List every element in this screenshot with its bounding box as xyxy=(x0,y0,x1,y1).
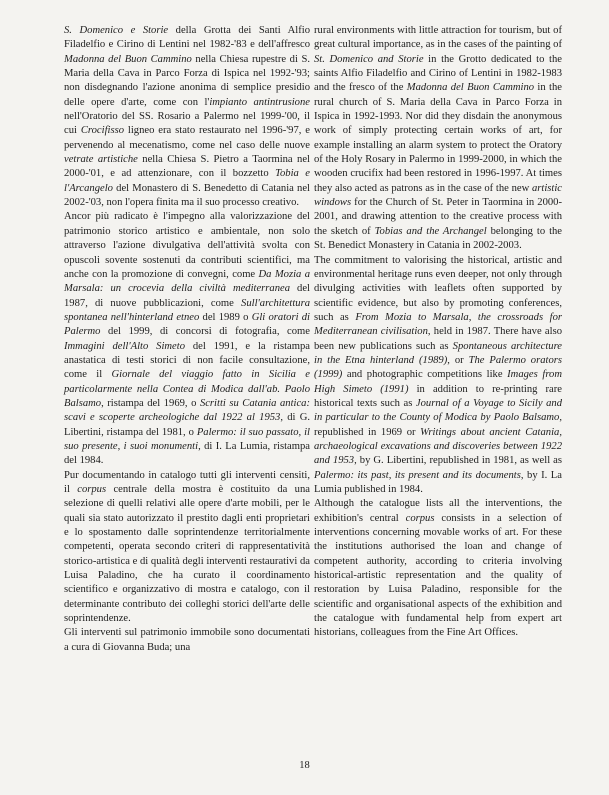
paragraph: Ancor più radicato è l'impegno alla valorizzazione del patrimonio storico artistico e ambientale, non solo attraverso l'azione divulgativa dell'attività svolta con opuscoli sovente sostenuti da contributi scientifici, ma anche con la promozione di convegni, come Da Mozia a Marsala: un crocevia della civiltà mediterranea del 1987, di nuove pubblicazioni, come Sull'architettura spontanea nell'hinterland etneo del 1989 o Gli oratori di Palermo del 1999, di concorsi di fotografia, come Immagini dell'Alto Simeto del 1991, e la ristampa anastatica di testi storici di non facile consultazione, come il Giornale del viaggio fatto in Sicilia e particolarmente nella Contea di Modica dall'ab. Paolo Balsamo, ristampa del 1969, o Scritti su Catania antica: scavi e scoperte archeologiche dal 1922 al 1953, di G. Libertini, ristampa del 1981, o Palermo: il suo passato, il suo presente, i suoi monumenti, di I. La Lumia, ristampa del 1984. xyxy=(64,211,311,467)
paragraph: Pur documentando in catalogo tutti gli interventi censiti, il corpus centrale della mostra è costituito da una selezione di quelli relativi alle opere d'arte mobili, per le quali sia stato autorizzato il prestito dagli enti proprietari e lo spostamento dalle soprintendenze territorialmente competenti, operata secondo criteri di rappresentatività storico-artistica e di qualità degli interventi restaurativi da Luisa Paladino, che ha curato il coordinamento scientifico e organizzativo di mostra e catalogo, con il determinante contributo dei colleghi storici dell'arte delle soprintendenze. xyxy=(64,469,310,625)
paragraph: The commitment to valorising the historical, artistic and environmental heritage runs even deeper, not only through divulging activities with leaflets often supported by scientific evidence, but also by promoting conferences, such as From Mozia to Marsala, the crossroads for Mediterranean civilisation, held in 1987. There have also been new publications such as Spontaneous architecture in the Etna hinterland (1989), or The Palermo orators (1999) and photographic competitions like Images from High Simeto (1991) in addition to re-printing rare historical texts such as Journal of a Voyage to Sicily and in particular to the County of Modica by Paolo Balsamo, republished in 1969 or Writings about ancient Catania, archaeological excavations and discoveries between 1922 and 1953, by G. Libertini, republished in 1981, as well as Palermo: its past, its present and its documents, by I. La Lumia published in 1984. xyxy=(314,254,563,495)
paragraph: rural environments with little attraction for tourism, but of great cultural importance, as in the cases of the painting of St. Domenico and Storie in the Grotto dedicated to the saints Alfio Filadelfio and Cirino of Lentini in 1982-1983 and the fresco of the Madonna del Buon Cammino in the rural church of S. Maria della Cava in Parco Forza in Ispica in 1992-1993. Nor did they disdain the anonymous work of simply protecting certain works of art, for example installing an alarm system to protect the Oratory of the Holy Rosary in Palermo in 1999-2000, in which the wooden crucifix had been restored in 1996-1997. At times they also acted as patrons as in the case of the new artistic windows for the Church of St. Peter in Taormina in 2000-2001, and drawing attention to the creative process with the sketch of Tobias and the Archangel belonging to the St. Benedict Monastery in Catania in 2002-2003. xyxy=(314,25,563,252)
italian-text-column xyxy=(64,24,310,655)
paragraph: Gli interventi sul patrimonio immobile sono documentati a cura di Giovanna Buda; una xyxy=(64,627,310,653)
page-number: 18 xyxy=(299,760,310,771)
english-text-column xyxy=(314,24,562,641)
paragraph: S. Domenico e Storie della Grotta dei Santi Alfio Filadelfio e Cirino di Lentini nel 1982-'83 e dell'affresco Madonna del Buon Cammino nella Chiesa rupestre di S. Maria della Cava in Parco Forza di Ispica nel 1992-'93; non disdegnando l'azione anonima di semplice presidio delle opere d'arte, come con l'impianto antintrusione nell'Oratorio del SS. Rosario a Palermo nel 1999-'00, il cui Crocifisso ligneo era stato restaurato nel 1996-'97, e pervenendo al mecenatismo, come nel caso delle nuove vetrate artistiche nella Chiesa S. Pietro a Taormina nel 2000-'01, e ad attenzionare, con il bozzetto Tobia e l'Arcangelo del Monastero di S. Benedetto di Catania nel 2002-'03, non l'opera finita ma il suo processo creativo. xyxy=(64,25,311,209)
paragraph: Although the catalogue lists all the interventions, the exhibition's central corpus consists in a selection of interventions concerning movable works of art. For these the institutions authorised the loan and change of competent authority, according to criteria involving historical-artistic representation and the quality of restoration by Luisa Paladino, responsible for the scientific and organisational aspects of the exhibition and the catalogue with fundamental help from expert art historians, colleagues from the Fine Art Offices. xyxy=(314,498,563,639)
